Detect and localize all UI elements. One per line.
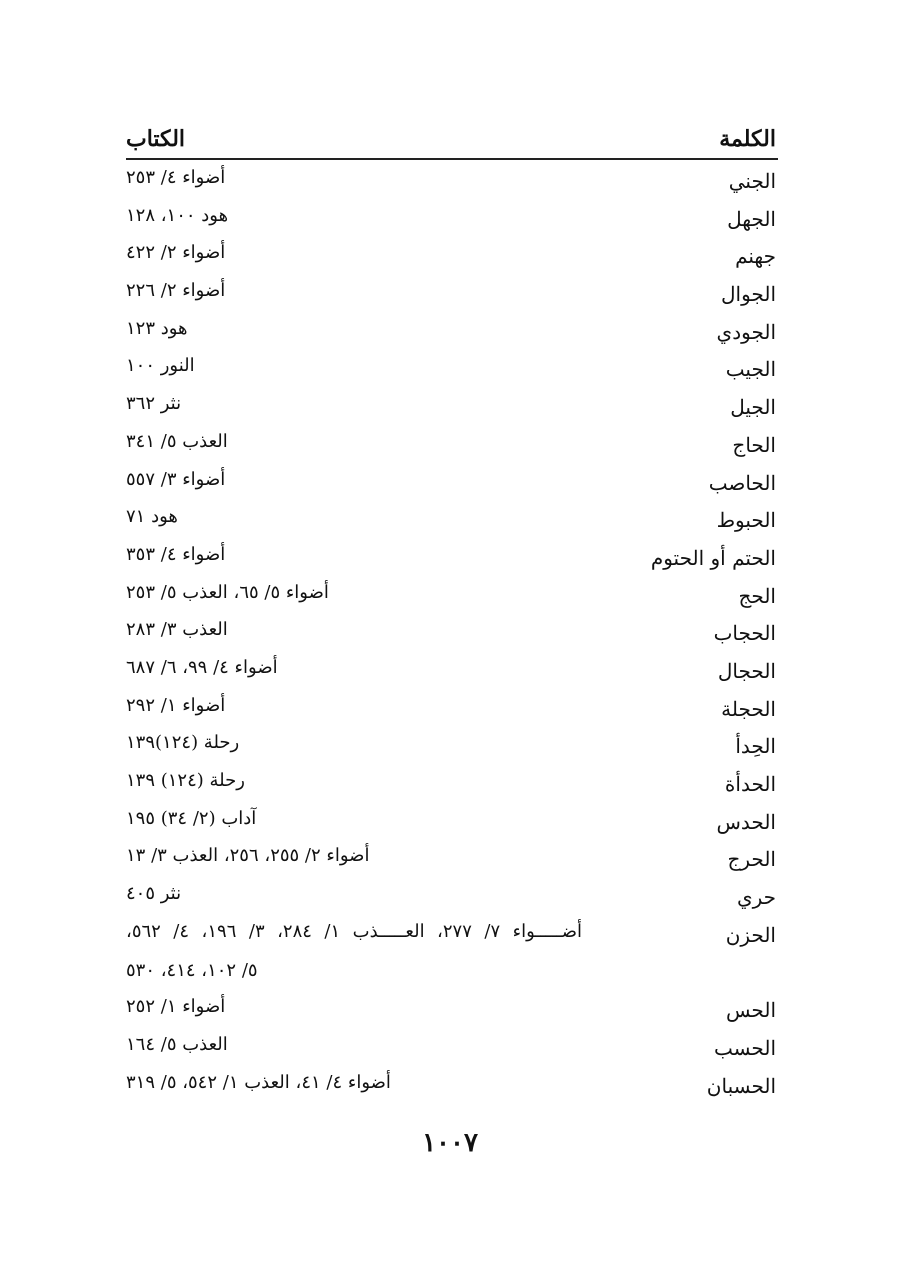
- index-word: الحجال: [717, 658, 776, 683]
- index-word: جهنم: [735, 244, 776, 269]
- index-reference: أضواء ٤/ ٩٩، ٦/ ٦٨٧: [126, 656, 278, 678]
- index-row: [126, 691, 778, 729]
- index-word: الجودي: [716, 319, 776, 344]
- index-row: [126, 804, 778, 842]
- index-word: الحجلة: [721, 696, 776, 721]
- index-row-continuation: [126, 954, 778, 992]
- index-row: [126, 615, 778, 653]
- index-word: الحبوط: [716, 508, 776, 533]
- index-reference: أضواء ٤/ ٣٥٣: [126, 543, 226, 565]
- index-reference: أضواء ٤/ ٢٥٣: [126, 167, 226, 188]
- index-word: الحدس: [716, 809, 776, 834]
- index-word: الجيل: [730, 395, 776, 420]
- index-row: [126, 917, 778, 955]
- index-word: حري: [736, 885, 776, 910]
- index-word: الجوال: [721, 282, 776, 307]
- index-row: [126, 163, 778, 201]
- index-word: الحِدأ: [735, 734, 776, 759]
- index-word: الحج: [738, 583, 776, 608]
- index-row: [126, 465, 778, 503]
- index-reference: أضواء ٢/ ٤٢٢: [126, 242, 226, 264]
- index-word: الجيب: [725, 357, 776, 382]
- index-reference: هود ١٢٣: [126, 317, 188, 339]
- index-row: [126, 1068, 778, 1106]
- page-number: ١٠٠٧: [422, 1128, 478, 1158]
- index-reference: أضواء ٥/ ٦٥، العذب ٥/ ٢٥٣: [126, 581, 329, 603]
- index-reference: أضـــــواء ٧/ ٢٧٧، العـــــذب ١/ ٢٨٤، ٣/ ١٩٦، ٤/ ٥٦٢،: [126, 920, 583, 942]
- index-table: [126, 163, 778, 1105]
- index-word: الحرج: [727, 847, 776, 872]
- index-reference: أضواء ٢/ ٢٥٥، ٢٥٦، العذب ٣/ ١٣: [126, 845, 370, 867]
- index-row: [126, 766, 778, 804]
- table-header: [126, 122, 778, 160]
- index-reference: العذب ٣/ ٢٨٣: [126, 619, 228, 641]
- index-row: [126, 728, 778, 766]
- index-row: [126, 389, 778, 427]
- index-word: الحس: [725, 998, 776, 1023]
- index-row: [126, 540, 778, 578]
- index-word: الحسبان: [706, 1073, 776, 1098]
- index-reference: العذب ٥/ ٣٤١: [126, 430, 228, 452]
- index-row: [126, 653, 778, 691]
- index-word: الجني: [728, 169, 776, 193]
- book-column-heading: الكتاب: [126, 126, 186, 152]
- index-reference: رحلة (١٢٤) ١٣٩: [126, 770, 245, 791]
- index-reference: آداب (٢/ ٣٤) ١٩٥: [126, 807, 257, 829]
- index-row: [126, 314, 778, 352]
- index-word: الحاصب: [708, 470, 776, 495]
- index-row: [126, 992, 778, 1030]
- index-row: [126, 201, 778, 239]
- index-word: الحاج: [732, 432, 776, 457]
- index-reference: نثر ٣٦٢: [126, 393, 182, 415]
- index-word: الجهل: [727, 206, 776, 231]
- index-word: الحتم أو الحتوم: [650, 545, 776, 570]
- index-reference: أضواء ١/ ٢٩٢: [126, 694, 226, 716]
- index-row: [126, 879, 778, 917]
- index-reference: نثر ٤٠٥: [126, 883, 182, 905]
- index-row: [126, 841, 778, 879]
- index-reference: العذب ٥/ ١٦٤: [126, 1033, 228, 1055]
- index-word: الحزن: [725, 922, 776, 947]
- index-row: [126, 502, 778, 540]
- index-reference: أضواء ٤/ ٤١، العذب ١/ ٥٤٢، ٥/ ٣١٩: [126, 1071, 391, 1093]
- index-reference: أضواء ١/ ٢٥٢: [126, 996, 226, 1018]
- index-reference: هود ٧١: [126, 506, 178, 528]
- index-reference-continuation: ٥/ ١٠٢، ٤١٤، ٥٣٠: [126, 960, 258, 982]
- index-word: الحجاب: [713, 621, 776, 646]
- index-reference: أضواء ٢/ ٢٢٦: [126, 280, 226, 302]
- index-row: [126, 427, 778, 465]
- index-row: [126, 276, 778, 314]
- index-row: [126, 1030, 778, 1068]
- word-column-heading: الكلمة: [719, 126, 776, 152]
- index-row: [126, 351, 778, 389]
- index-reference: رحلة (١٢٤)١٣٩: [126, 732, 240, 754]
- index-word: الحدأة: [724, 772, 776, 796]
- index-reference: أضواء ٣/ ٥٥٧: [126, 468, 226, 490]
- index-reference: النور ١٠٠: [126, 355, 195, 377]
- index-reference: هود ١٠٠، ١٢٨: [126, 204, 229, 226]
- index-row: [126, 238, 778, 276]
- index-word: الحسب: [713, 1035, 776, 1060]
- index-row: [126, 578, 778, 616]
